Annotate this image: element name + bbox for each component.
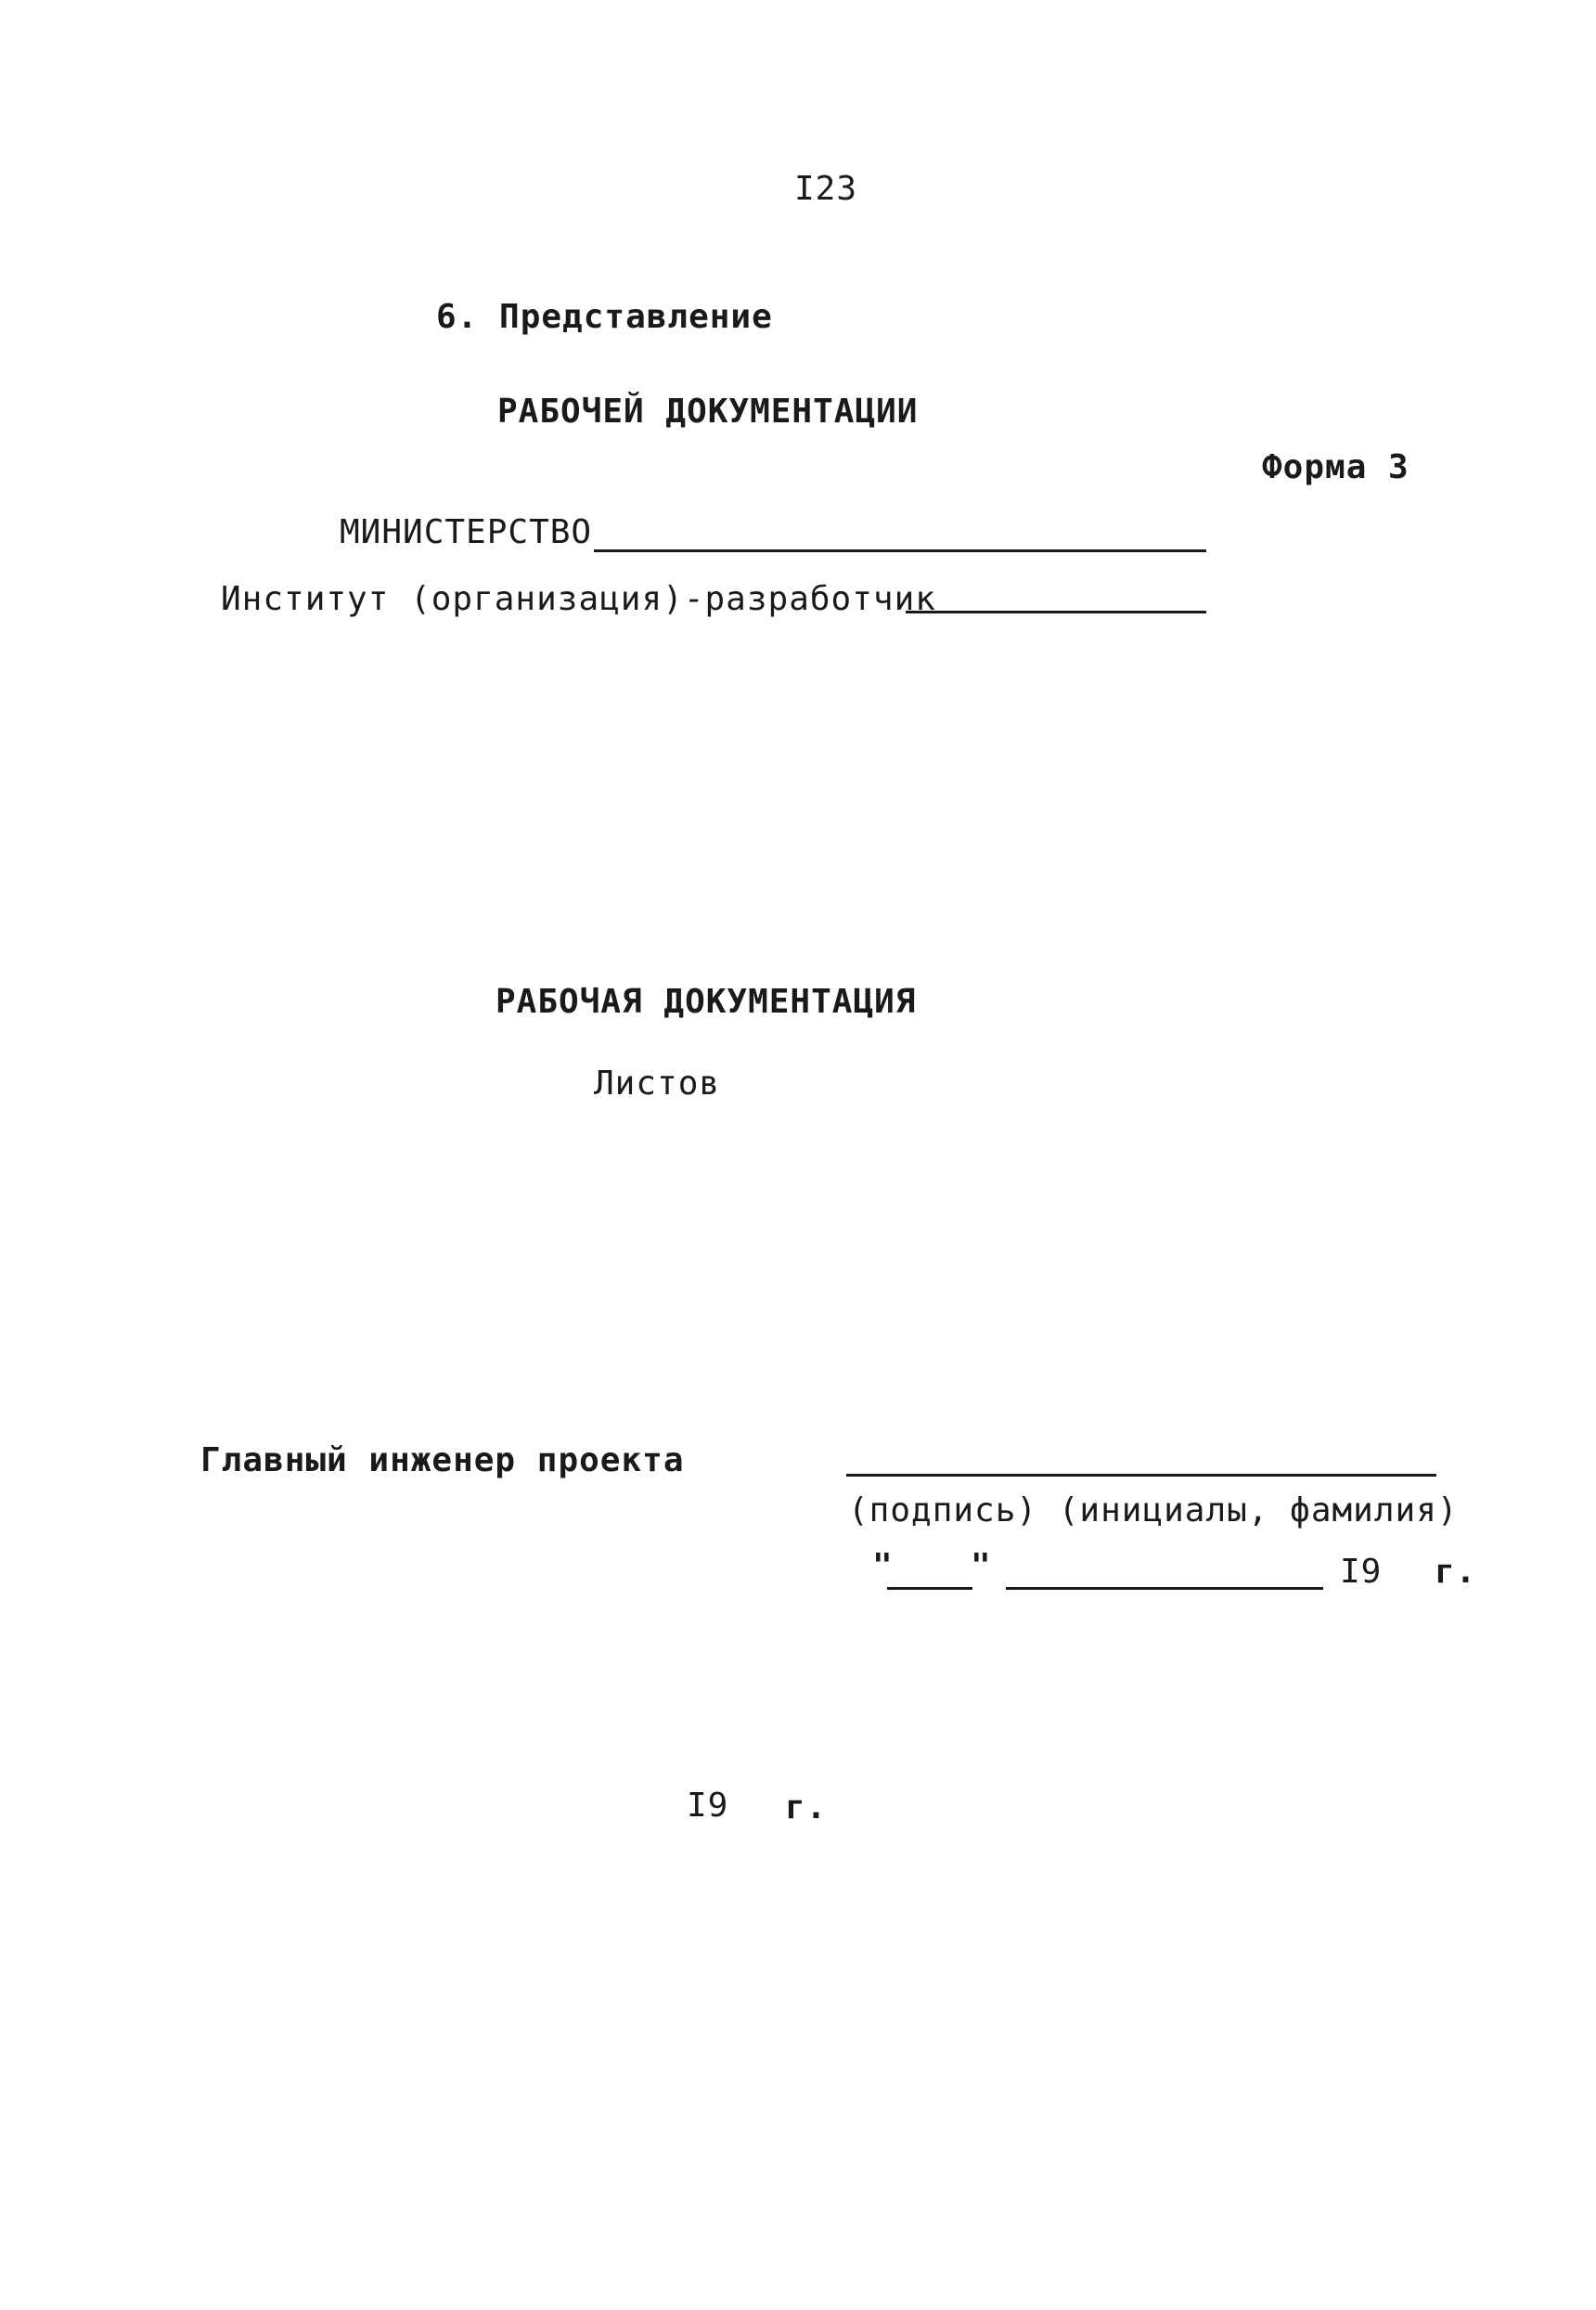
signature-year-suffix: г. [1435, 1553, 1477, 1591]
chief-engineer-label: Главный инженер проекта [200, 1441, 685, 1479]
date-open-quote: " [872, 1547, 894, 1585]
month-line [1006, 1587, 1323, 1590]
main-title: РАБОЧАЯ ДОКУМЕНТАЦИЯ [496, 983, 917, 1021]
ministry-label: МИНИСТЕРСТВО [340, 513, 593, 551]
footer-year-suffix: г. [785, 1788, 828, 1826]
ministry-line [594, 549, 1206, 552]
day-line [887, 1587, 972, 1590]
signature-caption: (подпись) (инициалы, фамилия) [848, 1491, 1459, 1529]
footer-year-prefix: I9 [687, 1787, 729, 1825]
signature-line [846, 1474, 1436, 1477]
sheets-label: Листов [594, 1065, 721, 1103]
developer-line [906, 611, 1206, 613]
form-label: Форма 3 [1262, 448, 1409, 486]
page-number: I23 [794, 170, 858, 208]
section-subtitle: РАБОЧЕЙ ДОКУМЕНТАЦИИ [497, 393, 919, 431]
signature-year-prefix: I9 [1340, 1553, 1383, 1591]
section-title: 6. Представление [436, 298, 773, 336]
developer-label: Институт (организация)-разработчик [221, 580, 936, 618]
date-close-quote: " [971, 1547, 992, 1585]
